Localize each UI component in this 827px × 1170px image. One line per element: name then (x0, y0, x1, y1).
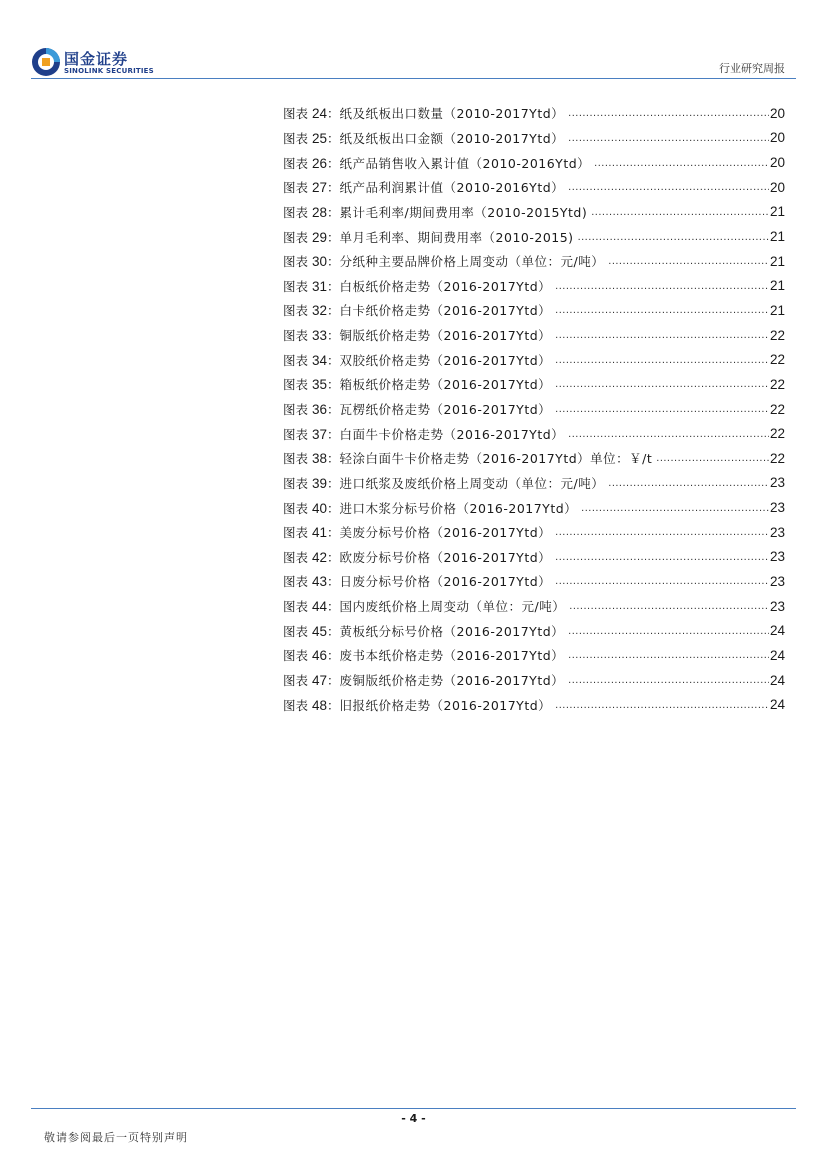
toc-entry[interactable] (283, 323, 785, 348)
toc-entry-number: 40 (312, 500, 328, 516)
toc-entry-number: 47 (312, 673, 328, 689)
toc-entry-number: 39 (312, 475, 328, 491)
toc-entry-prefix: 图表 (283, 549, 309, 565)
toc-entry-page: 23 (769, 573, 785, 589)
toc-entry[interactable] (283, 126, 785, 151)
toc-entry-title: 白面牛卡价格走势（2016-2017Ytd） (339, 426, 565, 442)
toc-entry-title: 纸及纸板出口数量（2010-2017Ytd） (339, 106, 565, 122)
page-number: - 4 - (401, 1112, 426, 1125)
page-header (0, 0, 827, 80)
toc-leader-dots (568, 428, 769, 440)
toc-entry-number: 35 (312, 377, 328, 393)
toc-entry-title: 欧废分标号价格（2016-2017Ytd） (339, 549, 552, 565)
toc-entry-title: 废铜版纸价格走势（2016-2017Ytd） (339, 673, 565, 689)
toc-entry-label: 图表 35： (283, 377, 340, 393)
toc-entry-page: 24 (769, 697, 785, 713)
toc-entry-prefix: 图表 (283, 402, 309, 417)
toc-entry-title: 白卡纸价格走势（2016-2017Ytd） (339, 303, 552, 319)
table-of-figures (283, 101, 785, 717)
toc-entry-label: 图表 24： (283, 106, 340, 122)
toc-entry-prefix: 图表 (283, 673, 309, 689)
toc-entry-page: 23 (769, 500, 785, 516)
toc-entry-number: 27 (312, 180, 328, 196)
toc-entry-page: 24 (769, 623, 785, 639)
toc-leader-dots (569, 600, 769, 612)
company-logo (31, 47, 161, 79)
toc-entry[interactable] (283, 224, 785, 249)
toc-entry-number: 33 (312, 328, 328, 344)
toc-entry-number: 44 (312, 599, 328, 615)
toc-entry-title: 国内废纸价格上周变动（单位：元/吨） (339, 599, 566, 615)
toc-entry[interactable] (283, 668, 785, 693)
toc-entry-title: 美废分标号价格（2016-2017Ytd） (339, 525, 552, 541)
toc-entry-number: 46 (312, 648, 328, 664)
toc-leader-dots (568, 181, 769, 193)
toc-entry-title: 旧报纸价格走势（2016-2017Ytd） (339, 697, 552, 713)
toc-entry-label: 图表 31： (283, 278, 340, 294)
toc-leader-dots (555, 526, 769, 538)
sinolink-logo-icon (31, 47, 61, 77)
toc-entry-label: 图表 34： (283, 352, 340, 368)
toc-leader-dots (568, 132, 769, 144)
toc-entry-title: 进口木浆分标号价格（2016-2017Ytd） (339, 500, 578, 516)
toc-leader-dots (555, 329, 769, 341)
toc-leader-dots (555, 304, 769, 316)
toc-entry-label: 图表 29： (283, 229, 340, 245)
toc-entry-number: 29 (312, 229, 328, 245)
toc-entry-prefix: 图表 (283, 500, 309, 516)
toc-entry-number: 37 (312, 426, 328, 442)
toc-entry-prefix: 图表 (283, 229, 309, 245)
toc-entry-page: 21 (769, 253, 785, 269)
toc-leader-dots (555, 699, 769, 711)
toc-entry-title: 瓦楞纸价格走势（2016-2017Ytd） (339, 402, 552, 417)
toc-entry-page: 23 (769, 598, 785, 614)
disclaimer-text: 敬请参阅最后一页特别声明 (44, 1131, 188, 1144)
toc-entry-page: 22 (769, 327, 785, 343)
toc-entry[interactable] (283, 273, 785, 298)
toc-entry-page: 20 (769, 179, 785, 195)
toc-entry[interactable] (283, 175, 785, 200)
toc-entry-number: 28 (312, 204, 328, 220)
toc-entry-number: 31 (312, 278, 328, 294)
toc-entry-title: 进口纸浆及废纸价格上周变动（单位：元/吨） (339, 475, 605, 491)
toc-entry-page: 21 (769, 278, 785, 294)
toc-entry-number: 24 (312, 106, 328, 122)
toc-entry-page: 24 (769, 672, 785, 688)
toc-entry[interactable] (283, 471, 785, 496)
toc-entry-title: 累计毛利率/期间费用率（2010-2015Ytd) (339, 204, 588, 220)
toc-entry-title: 废书本纸价格走势（2016-2017Ytd） (339, 648, 565, 664)
toc-entry-prefix: 图表 (283, 352, 309, 368)
toc-entry-page: 22 (769, 426, 785, 442)
toc-entry-label: 图表 40： (283, 500, 340, 516)
toc-entry[interactable] (283, 249, 785, 274)
toc-entry-prefix: 图表 (283, 106, 309, 122)
toc-entry[interactable] (283, 618, 785, 643)
toc-entry[interactable] (283, 545, 785, 570)
toc-entry-number: 42 (312, 549, 328, 565)
toc-entry-label: 图表 42： (283, 549, 340, 565)
toc-entry-prefix: 图表 (283, 525, 309, 541)
toc-entry-label: 图表 25： (283, 130, 340, 146)
toc-entry-prefix: 图表 (283, 328, 309, 344)
toc-leader-dots (608, 255, 769, 267)
toc-entry-prefix: 图表 (283, 623, 309, 639)
toc-entry-page: 22 (769, 450, 785, 466)
toc-entry-prefix: 图表 (283, 303, 309, 319)
toc-entry-page: 23 (769, 524, 785, 540)
toc-entry-number: 30 (312, 254, 328, 270)
toc-entry-label: 图表 46： (283, 648, 340, 664)
toc-entry-prefix: 图表 (283, 278, 309, 294)
toc-entry-title: 纸产品销售收入累计值（2010-2016Ytd） (339, 155, 591, 171)
toc-entry[interactable] (283, 421, 785, 446)
toc-entry-title: 黄板纸分标号价格（2016-2017Ytd） (339, 623, 565, 639)
toc-entry-label: 图表 39： (283, 475, 340, 491)
toc-entry-page: 20 (769, 155, 785, 171)
toc-entry-prefix: 图表 (283, 426, 309, 442)
toc-entry-label: 图表 41： (283, 525, 340, 541)
toc-entry-prefix: 图表 (283, 697, 309, 713)
toc-entry-prefix: 图表 (283, 130, 309, 146)
toc-entry[interactable] (283, 101, 785, 126)
toc-leader-dots (555, 551, 769, 563)
toc-entry-prefix: 图表 (283, 155, 309, 171)
toc-entry-number: 43 (312, 574, 328, 590)
toc-entry-prefix: 图表 (283, 451, 309, 467)
toc-entry-number: 25 (312, 130, 328, 146)
toc-entry-prefix: 图表 (283, 648, 309, 664)
toc-entry[interactable] (283, 397, 785, 422)
toc-entry-label: 图表 36： (283, 402, 340, 417)
toc-entry-label: 图表 27： (283, 180, 340, 196)
toc-leader-dots (578, 231, 769, 243)
toc-entry-page: 21 (769, 204, 785, 220)
toc-entry[interactable] (283, 520, 785, 545)
toc-leader-dots (594, 157, 769, 169)
toc-entry-number: 41 (312, 525, 328, 541)
toc-entry-page: 24 (769, 647, 785, 663)
toc-entry-prefix: 图表 (283, 377, 309, 393)
toc-entry-title: 白板纸价格走势（2016-2017Ytd） (339, 278, 552, 294)
toc-entry-label: 图表 38： (283, 451, 340, 467)
toc-entry-label: 图表 44： (283, 599, 340, 615)
toc-entry-title: 双胶纸价格走势（2016-2017Ytd） (339, 352, 552, 368)
toc-entry-label: 图表 30： (283, 254, 340, 270)
toc-leader-dots (581, 502, 769, 514)
toc-entry-title: 箱板纸价格走势（2016-2017Ytd） (339, 377, 552, 393)
toc-leader-dots (656, 452, 769, 464)
toc-entry-number: 36 (312, 402, 328, 417)
toc-entry-number: 32 (312, 303, 328, 319)
toc-entry-page: 22 (769, 376, 785, 392)
toc-entry-label: 图表 26： (283, 155, 340, 171)
header-divider (31, 78, 796, 79)
toc-entry-page: 20 (769, 105, 785, 121)
toc-leader-dots (555, 354, 769, 366)
toc-entry-page: 21 (769, 229, 785, 245)
toc-entry-number: 34 (312, 352, 328, 368)
toc-entry-prefix: 图表 (283, 204, 309, 220)
report-type: 行业研究周报 (719, 62, 785, 75)
toc-entry[interactable] (283, 446, 785, 471)
toc-entry-label: 图表 28： (283, 204, 340, 220)
toc-entry-page: 22 (769, 352, 785, 368)
toc-entry-title: 铜版纸价格走势（2016-2017Ytd） (339, 328, 552, 344)
toc-entry[interactable] (283, 150, 785, 175)
toc-leader-dots (568, 649, 769, 661)
toc-entry-number: 26 (312, 155, 328, 171)
toc-leader-dots (555, 378, 769, 390)
toc-entry-prefix: 图表 (283, 180, 309, 196)
toc-entry[interactable] (283, 643, 785, 668)
toc-entry-label: 图表 43： (283, 574, 340, 590)
toc-entry-page: 23 (769, 549, 785, 565)
toc-entry-number: 38 (312, 451, 328, 467)
toc-entry-title: 分纸种主要品牌价格上周变动（单位：元/吨） (339, 254, 605, 270)
toc-entry[interactable] (283, 200, 785, 225)
toc-leader-dots (568, 674, 769, 686)
toc-entry-label: 图表 48： (283, 697, 340, 713)
toc-leader-dots (555, 280, 769, 292)
toc-entry-title: 纸产品利润累计值（2010-2016Ytd） (339, 180, 565, 196)
toc-entry-number: 45 (312, 623, 328, 639)
toc-entry-title: 日废分标号价格（2016-2017Ytd） (339, 574, 552, 590)
toc-leader-dots (608, 477, 769, 489)
toc-entry-page: 22 (769, 401, 785, 417)
logo-chinese-name: 国金证券 (64, 50, 129, 68)
toc-leader-dots (555, 403, 769, 415)
toc-entry[interactable] (283, 298, 785, 323)
toc-entry-title: 纸及纸板出口金额（2010-2017Ytd） (339, 130, 565, 146)
toc-entry[interactable] (283, 569, 785, 594)
toc-entry-label: 图表 45： (283, 623, 340, 639)
toc-entry[interactable] (283, 692, 785, 717)
toc-entry-prefix: 图表 (283, 574, 309, 590)
toc-entry-title: 轻涂白面牛卡价格走势（2016-2017Ytd）单位：￥/t (339, 451, 653, 467)
toc-entry-label: 图表 47： (283, 673, 340, 689)
toc-entry[interactable] (283, 594, 785, 619)
toc-entry[interactable] (283, 495, 785, 520)
toc-leader-dots (555, 575, 769, 587)
toc-entry-number: 48 (312, 697, 328, 713)
logo-english-name: SINOLINK SECURITIES (64, 67, 154, 75)
toc-leader-dots (568, 625, 769, 637)
toc-entry-page: 21 (769, 302, 785, 318)
toc-entry-label: 图表 37： (283, 426, 340, 442)
toc-entry-prefix: 图表 (283, 475, 309, 491)
toc-entry-title: 单月毛利率、期间费用率（2010-2015) (339, 229, 574, 245)
footer-divider (31, 1108, 796, 1109)
toc-entry-page: 20 (769, 130, 785, 146)
toc-entry-prefix: 图表 (283, 599, 309, 615)
toc-entry[interactable] (283, 347, 785, 372)
toc-entry-prefix: 图表 (283, 254, 309, 270)
toc-leader-dots (591, 206, 769, 218)
toc-entry-label: 图表 33： (283, 328, 340, 344)
toc-leader-dots (568, 107, 769, 119)
toc-entry-label: 图表 32： (283, 303, 340, 319)
toc-entry-page: 23 (769, 475, 785, 491)
toc-entry[interactable] (283, 372, 785, 397)
